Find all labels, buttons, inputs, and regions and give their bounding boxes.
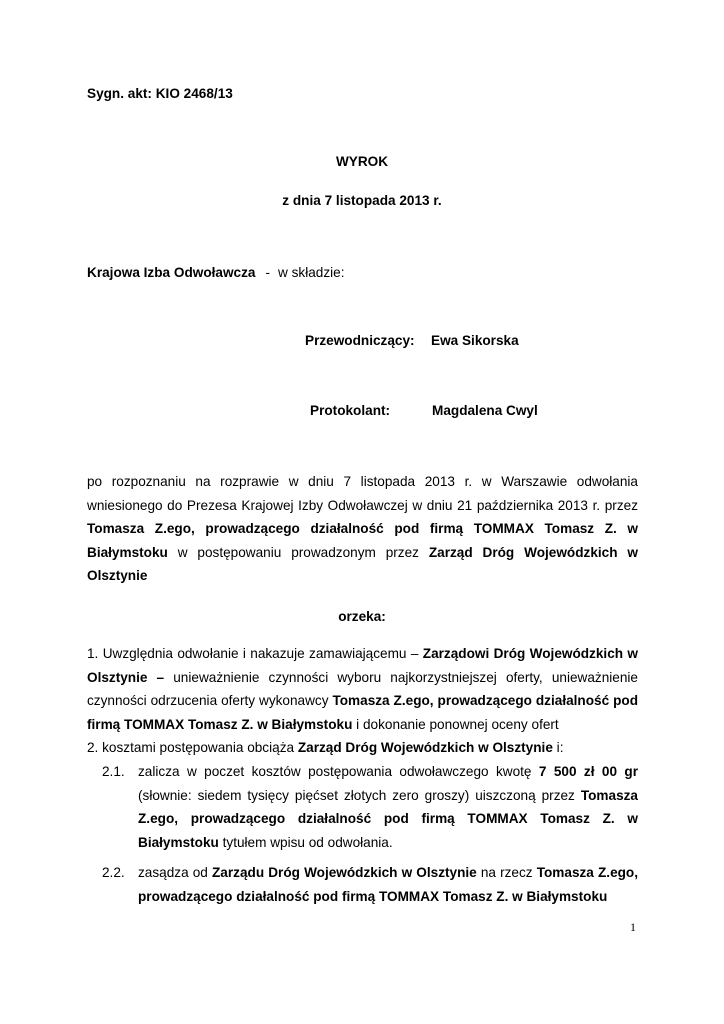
intro-text-1: po rozpoznaniu na rozprawie w dniu 7 listopada 2013 r. w Warszawie odwołania wniesionego do Prezesa Krajowej Izby Odwoławczej w dniu 21 października 2013 r. przez	[87, 474, 638, 513]
court-dash: -	[265, 265, 270, 280]
intro-text-2: w postępowaniu prowadzonym przez	[167, 544, 429, 560]
item2-1-text-1: zalicza w poczet kosztów postępowania odwoławczego kwotę	[138, 764, 539, 779]
document-title: WYROK	[335, 154, 389, 169]
case-signature: Sygn. akt: KIO 2468/13	[87, 86, 233, 101]
item1-authority: Zarządowi Dróg Wojewódzkich w Olsztynie –	[87, 646, 638, 685]
item2-authority: Zarząd Dróg Wojewódzkich w Olsztynie	[297, 740, 553, 755]
judgment-date: z dnia 7 listopada 2013 r.	[282, 193, 442, 208]
fee-amount: 7 500 zł 00 gr	[538, 764, 638, 779]
item2-2-text-1: zasądza od	[138, 865, 212, 880]
page-number: 1	[630, 920, 636, 934]
clerk-name: Magdalena Cwyl	[432, 403, 538, 418]
item1-text-2: unieważnienie czynności wyboru najkorzystniejszej oferty, unieważnienie czynności odrzucenia oferty wykonawcy	[87, 669, 638, 708]
contracting-authority: Zarząd Dróg Wojewódzkich w Olsztynie	[87, 544, 638, 583]
ruling-item-2-2	[102, 861, 639, 908]
item1-text-3: i dokonanie ponownej oceny ofert	[352, 716, 559, 732]
court-line	[87, 265, 344, 280]
item2-text-2: i:	[552, 740, 564, 755]
item2-1-text-3: tytułem wpisu od odwołania.	[218, 834, 393, 850]
item2-2-text-2: na rzecz	[476, 865, 537, 880]
item2-1-contractor: Tomasza Z.ego, prowadzącego działalność pod firmą TOMMAX Tomasz Z. w Białymstoku	[138, 787, 638, 850]
ruling-item-2	[87, 736, 638, 760]
ruling-item-1	[87, 642, 638, 736]
item1-contractor: Tomasza Z.ego, prowadzącego działalność pod firmą TOMMAX Tomasz Z. w Białymstoku	[87, 693, 639, 732]
appellant-name: Tomasza Z.ego, prowadzącego działalność pod firmą TOMMAX Tomasz Z. w Białymstoku	[87, 521, 638, 560]
item1-text-1: 1. Uwzględnia odwołanie i nakazuje zamawiającemu –	[87, 646, 423, 661]
item2-text-1: 2. kosztami postępowania obciąża	[87, 740, 298, 755]
item2-1-text-2: (słownie: siedem tysięcy pięćset złotych zero groszy) uiszczoną przez	[138, 787, 581, 803]
intro-paragraph	[87, 470, 638, 588]
chair-name: Ewa Sikorska	[431, 333, 519, 348]
chair-label: Przewodniczący:	[305, 333, 415, 348]
ruling-heading: orzeka:	[338, 609, 386, 624]
ruling-item-2-1	[102, 760, 638, 854]
item2-2-authority: Zarządu Dróg Wojewódzkich w Olsztynie	[212, 865, 477, 880]
court-composition: w składzie:	[278, 265, 345, 280]
clerk-label: Protokolant:	[310, 403, 391, 418]
item2-2-number: 2.2.	[102, 865, 125, 880]
item2-1-number: 2.1.	[102, 764, 125, 779]
item2-2-contractor: Tomasza Z.ego, prowadzącego działalność pod firmą TOMMAX Tomasz Z. w Białymstoku	[138, 865, 639, 904]
court-name: Krajowa Izba Odwoławcza	[87, 265, 256, 280]
